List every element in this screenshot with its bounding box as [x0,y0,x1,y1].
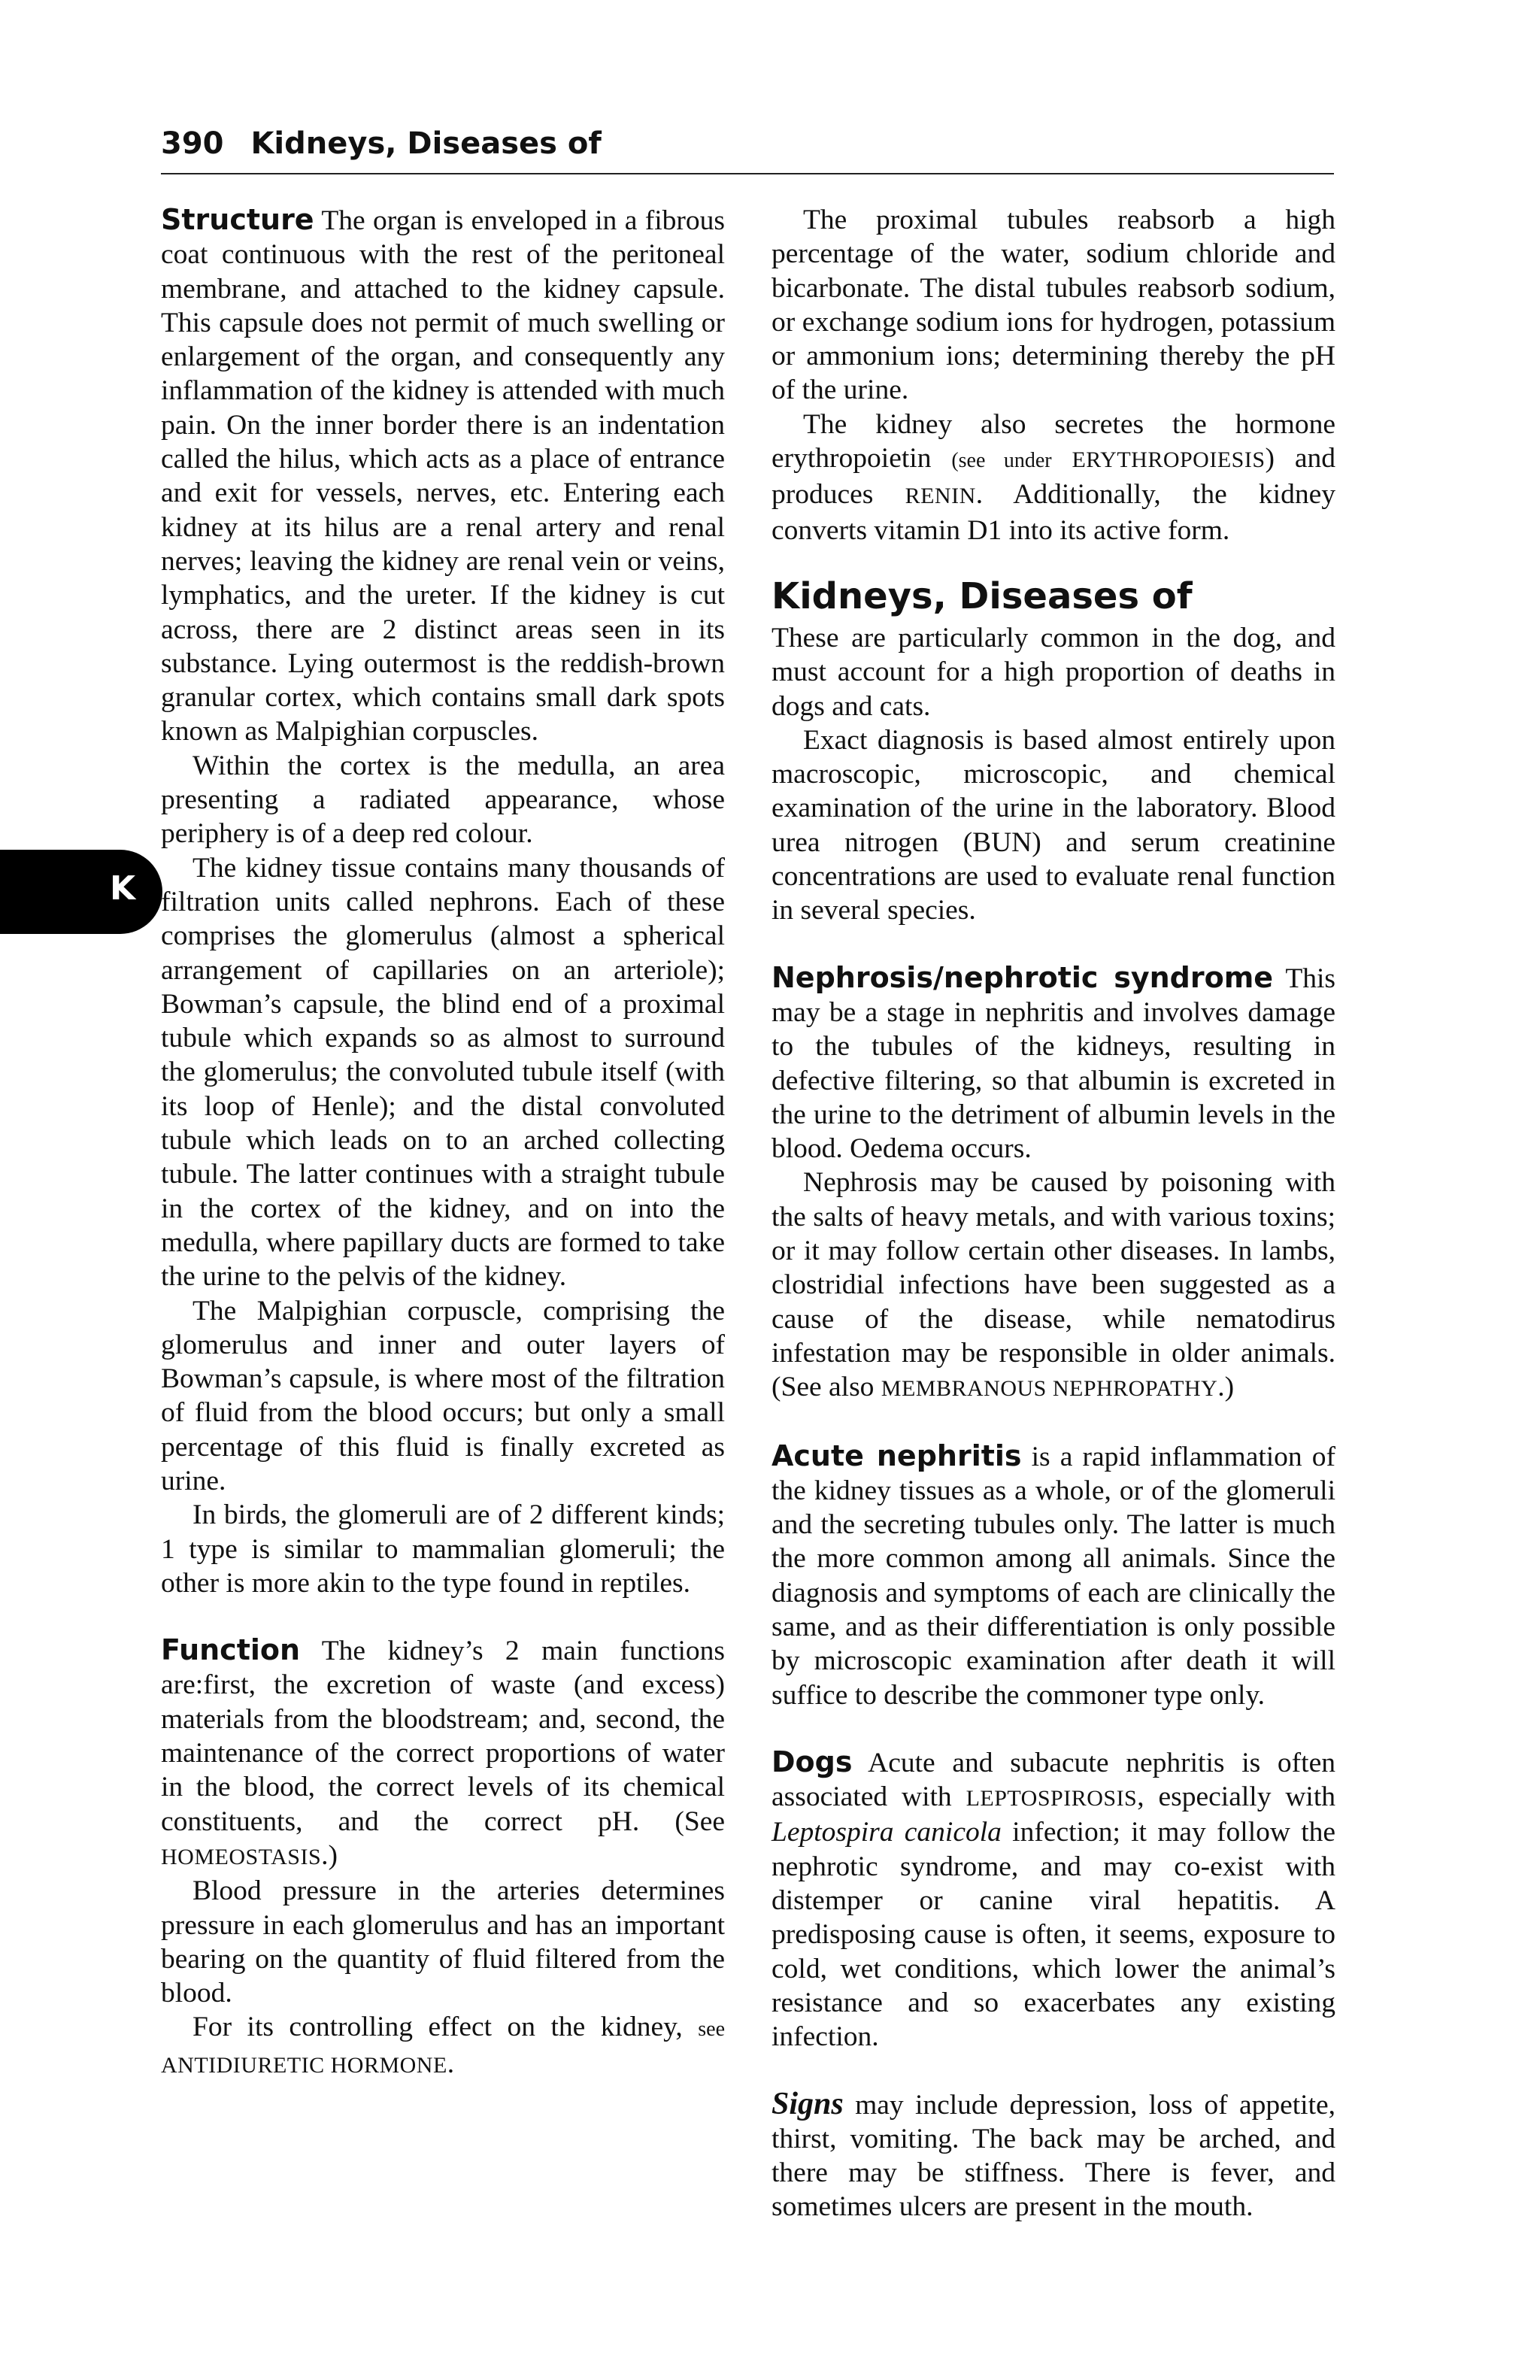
structure-heading: Structure [161,203,314,236]
dogs-heading: Dogs [772,1745,853,1778]
cross-reference-membranous-nephropathy[interactable]: MEMBRANOUS NEPHROPATHY [881,1376,1218,1402]
acute-nephritis-text: is a rapid inflammation of the kidney tissues as a whole, or of the glomeruli and the secreting tubules only. The latter is much the more common among all animals. Since the diagnosis and symptoms of each are clinically the same, and as their differentiation is only possible by microscopic examination after death it will suffice to describe the commoner type only. [772,1441,1336,1711]
signs-heading: Signs [772,2086,844,2121]
hormone-text-a: The kidney also secretes the hormone erythropoietin [772,408,1335,474]
signs-paragraph [772,2087,1335,2224]
left-column [161,203,725,2082]
hormone-see-under: (see under [951,449,1052,473]
cross-reference-erythropoiesis[interactable]: ERYTHROPOIESIS [1072,447,1266,473]
dogs-paragraph [772,1745,1335,2054]
function-text-1: The kidney’s 2 main functions are:first, the excretion of waste (and excess) materials from the bloodstream; and, second, the maintenance of the correct proportions of water in the blood, the correct levels of its chemical constituents, and the correct pH. [161,1636,725,1837]
function-paragraph-3 [161,2010,725,2082]
function-text-3: For its controlling effect on the kidney, [192,2012,683,2043]
function-paragraph-1 [161,1633,725,1874]
dogs-species-name: Leptospira canicola [772,1817,1002,1848]
hormone-text-c: . Additionally, the kidney converts vitamin D1 into its active form. [772,479,1335,546]
cross-reference-antidiuretic-hormone[interactable]: ANTIDIURETIC HORMONE [161,2052,447,2078]
hormone-paragraph [772,408,1335,547]
function-see-close: .) [321,1839,338,1871]
nephrosis-text-2: Nephrosis may be caused by poisoning with the salts of heavy metals, and with various toxins; or it may follow certain other diseases. In lambs, clostridial infections have been suggested as a cause of the disease, while nematodirus infestation may be responsible in older animals. [772,1167,1335,1369]
dogs-text-c: infection; it may follow the nephrotic syndrome, and may co-exist with distemper or canine viral hepatitis. A predisposing cause is often, it seems, exposure to cold, wet conditions, which lower the animal’s resistance and so exacerbates any existing infection. [772,1817,1336,2053]
structure-paragraph-5: In birds, the glomeruli are of 2 different kinds; 1 type is similar to mammalian glomeruli; the other is more akin to the type found in reptiles. [161,1499,725,1599]
nephrosis-paragraph-2 [772,1166,1335,1405]
page-number: 390 [161,126,224,161]
cross-reference-leptospirosis[interactable]: LEPTOSPIROSIS [966,1786,1138,1812]
structure-paragraph-1 [161,203,725,749]
diseases-paragraph-2: Exact diagnosis is based almost entirely upon macroscopic, microscopic, and chemical examination of the urine in the laboratory. Blood urea nitrogen (BUN) and serum creatinine concentrations are used to evaluate renal function in several species. [772,724,1335,926]
structure-paragraph-2: Within the cortex is the medulla, an area presenting a radiated appearance, whose periphery is of a deep red colour. [161,750,725,850]
nephrosis-text-1: This may be a stage in nephritis and involves damage to the tubules of the kidneys, resulting in defective filtering, so that albumin is excreted in the urine to the detriment of albumin levels in the blood. Oedema occurs. [772,963,1336,1165]
diseases-paragraph-1: These are particularly common in the dog, and must account for a high proportion of deaths in dogs and cats. [772,622,1335,722]
dogs-text-a: Acute and subacute nephritis is often associated with [772,1747,1335,1813]
function-heading: Function [161,1633,301,1667]
function-see-word: see [698,2018,726,2042]
nephrosis-paragraph-1 [772,961,1335,1166]
nephrosis-see-also: (See also [772,1372,875,1403]
function-text-3-end: . [447,2048,455,2079]
function-see-open: (See [675,1805,725,1837]
nephrosis-heading: Nephrosis/nephrotic syndrome [772,960,1274,994]
entry-title: Kidneys, Diseases of [772,575,1193,617]
structure-paragraph-3: The kidney tissue contains many thousands of filtration units called nephrons. Each of these comprises the glomerulus (almost a spherical arrangement of capillaries on an arteriole); Bowman’s capsule, the blind end of a proximal tubule which expands so as almost to surround the glomerulus; the convoluted tubule itself (with its loop of Henle); and the distal convoluted tubule which leads on to an arched collecting tubule. The latter continues with a straight tubule in the cortex of the kidney, and on into the medulla, where papillary ducts are formed to take the urine to the pelvis of the kidney. [161,852,725,1293]
hormone-text-b: ) and produces [772,443,1336,511]
acute-nephritis-paragraph [772,1439,1335,1712]
cross-reference-renin[interactable]: RENIN [905,484,976,509]
running-head [161,126,602,161]
acute-nephritis-heading: Acute nephritis [772,1439,1022,1472]
nephrosis-see-close: .) [1217,1372,1235,1403]
signs-text: may include depression, loss of appetite, thirst, vomiting. The back may be arched, and there may be stiffness. There is fever, and sometimes ulcers are present in the mouth. [772,2089,1336,2223]
structure-text-1: The organ is enveloped in a fibrous coat continuous with the rest of the peritoneal membrane, and attached to the kidney capsule. This capsule does not permit of much swelling or enlargement of the organ, and consequently any inflammation of the kidney is attended with much pain. On the inner border there is an indentation called the hilus, which acts as a place of entrance and exit for vessels, nerves, etc. Entering each kidney at its hilus are a renal artery and renal nerves; leaving the kidney are renal vein or veins, lymphatics, and the ureter. If the kidney is cut across, there are 2 distinct areas seen in its substance. Lying outermost is the reddish-brown granular cortex, which contains small dark spots known as Malpighian corpuscles. [161,205,726,747]
function-paragraph-2: Blood pressure in the arteries determines pressure in each glomerulus and has an important bearing on the quantity of fluid filtered from the blood. [161,1875,725,2009]
tubules-paragraph: The proximal tubules reabsorb a high percentage of the water, sodium chloride and bicarbonate. The distal tubules reabsorb sodium, or exchange sodium ions for hydrogen, potassium or ammonium ions; determining thereby the pH of the urine. [772,205,1335,406]
structure-paragraph-4: The Malpighian corpuscle, comprising the glomerulus and inner and outer layers of Bowman’s capsule, is where most of the filtration of fluid from the blood occurs; but only a small percentage of this fluid is finally excreted as urine. [161,1295,725,1496]
running-head-title: Kidneys, Diseases of [250,126,602,161]
right-column [772,203,1335,2224]
cross-reference-homeostasis[interactable]: HOMEOSTASIS [161,1844,322,1869]
dogs-text-b: , especially with [1137,1781,1335,1813]
header-rule [161,173,1334,174]
thumb-index-tab [0,850,162,934]
thumb-tab-letter: K [110,869,136,908]
